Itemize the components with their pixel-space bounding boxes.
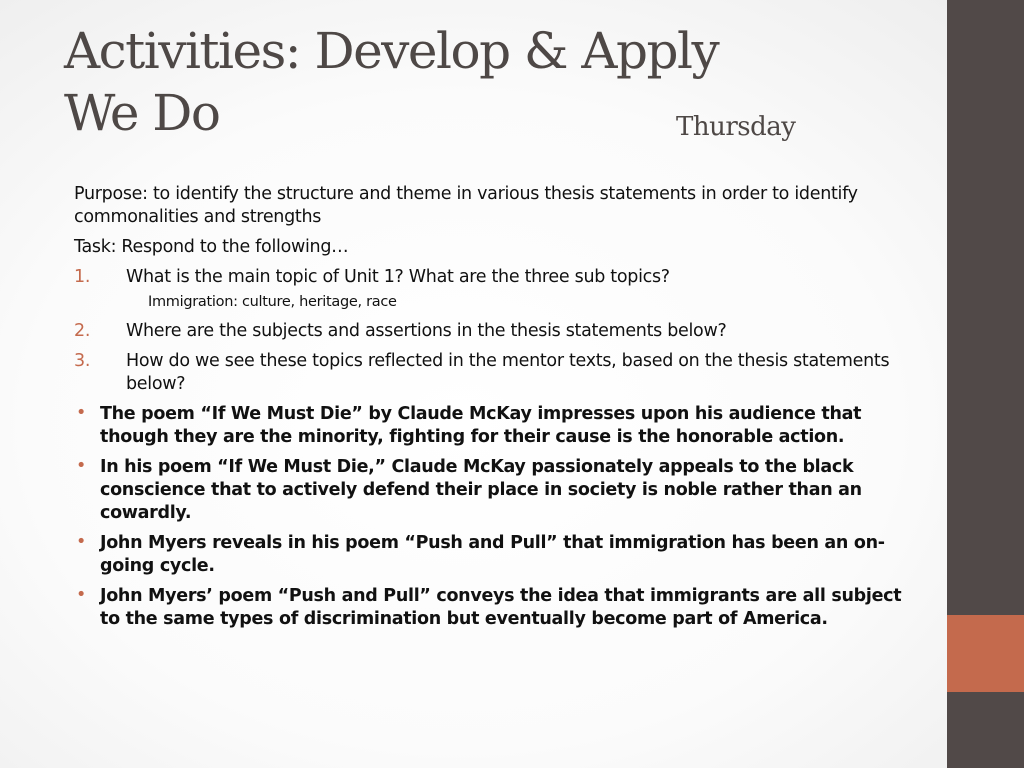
- slide-body: [74, 183, 904, 638]
- bullet-item-4: [74, 585, 904, 631]
- bullet-item-3: [74, 532, 904, 578]
- numbered-item-2: [74, 320, 904, 343]
- task-text: Task: Respond to the following…: [74, 237, 349, 257]
- day-label: Thursday: [676, 112, 796, 142]
- bullet-item-1: [74, 403, 904, 449]
- bullet-text: The poem “If We Must Die” by Claude McKay impresses upon his audience that though they are the minority, fighting for their cause is the honorable action.: [100, 404, 862, 447]
- item-number: 2.: [74, 321, 91, 341]
- title-line-1: Activities: Develop & Apply: [64, 22, 719, 80]
- bullet-item-2: [74, 456, 904, 525]
- item-text: What is the main topic of Unit 1? What are the three sub topics?: [126, 267, 670, 287]
- bullet-icon: •: [76, 403, 87, 423]
- item-number: 1.: [74, 267, 91, 287]
- bullet-text: In his poem “If We Must Die,” Claude McKay passionately appeals to the black conscience that to actively defend their place in society is noble rather than an cowardly.: [100, 457, 862, 523]
- item-number: 3.: [74, 351, 91, 371]
- bullet-icon: •: [76, 585, 87, 605]
- item-text: How do we see these topics reflected in the mentor texts, based on the thesis statements below?: [126, 351, 890, 394]
- accent-block: [947, 615, 1024, 692]
- numbered-item-1: [74, 266, 904, 289]
- purpose-text: Purpose: to identify the structure and theme in various thesis statements in order to identify commonalities and strengths: [74, 184, 858, 227]
- bullet-text: John Myers’ poem “Push and Pull” conveys the idea that immigrants are all subject to the same types of discrimination but eventually become part of America.: [100, 586, 902, 629]
- bullet-icon: •: [76, 456, 87, 476]
- bullet-icon: •: [76, 532, 87, 552]
- numbered-item-3: [74, 350, 904, 396]
- sub-answer: Immigration: culture, heritage, race: [148, 294, 397, 310]
- title-line-2-row: [64, 82, 924, 144]
- item-text: Where are the subjects and assertions in the thesis statements below?: [126, 321, 727, 341]
- bullet-text: John Myers reveals in his poem “Push and Pull” that immigration has been an on-going cycle.: [100, 533, 885, 576]
- title-line-2: We Do: [64, 84, 220, 142]
- slide-title: [64, 20, 924, 144]
